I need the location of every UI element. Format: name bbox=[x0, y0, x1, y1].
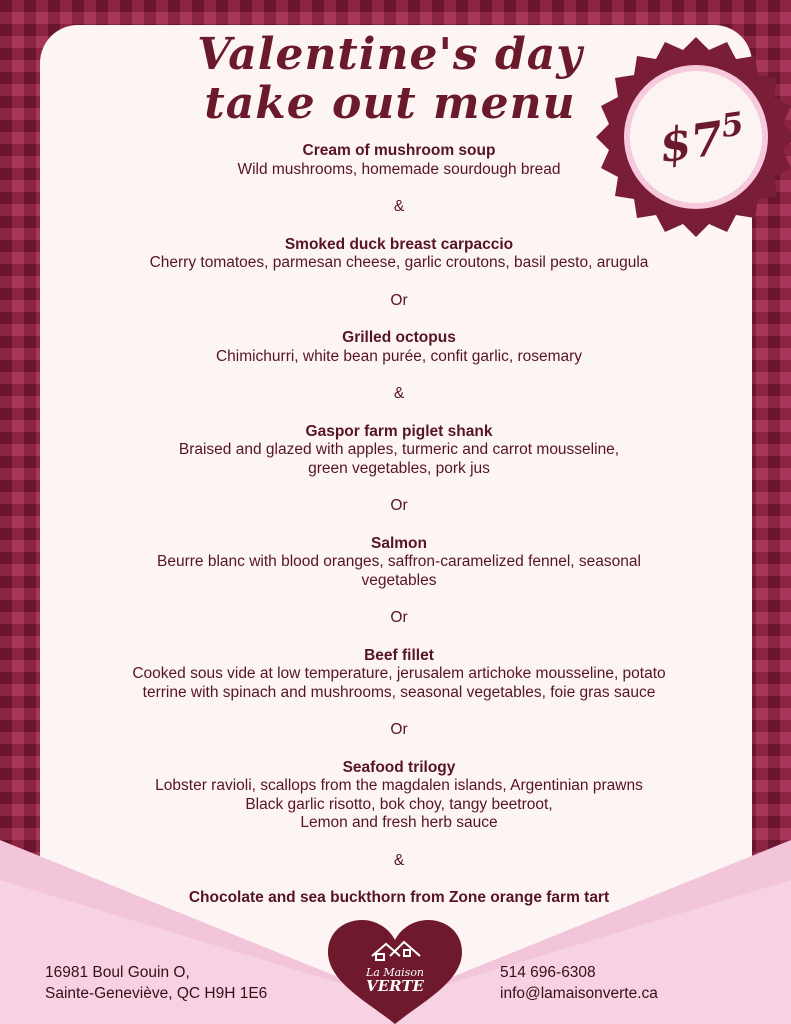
contact-block bbox=[500, 962, 658, 1004]
menu-list bbox=[60, 142, 738, 908]
course-soup bbox=[60, 142, 738, 179]
dish-description: Cooked sous vide at low temperature, jerusalem artichoke mousseline, potato bbox=[132, 665, 666, 682]
dish-description: green vegetables, pork jus bbox=[308, 459, 490, 477]
address-line-1: 16981 Boul Gouin O, bbox=[45, 964, 190, 981]
course-salmon bbox=[60, 535, 738, 591]
email-address: info@lamaisonverte.ca bbox=[500, 985, 658, 1002]
dish-description: terrine with spinach and mushrooms, seasonal vegetables, foie gras sauce bbox=[142, 683, 656, 701]
phone-number: 514 696-6308 bbox=[500, 964, 596, 981]
course-octopus bbox=[60, 329, 738, 366]
course-beef bbox=[60, 647, 738, 703]
dish-name: Smoked duck breast carpaccio bbox=[284, 235, 514, 253]
course-seafood bbox=[60, 759, 738, 833]
course-duck bbox=[60, 236, 738, 273]
dish-description: Chimichurri, white bean purée, confit garlic, rosemary bbox=[215, 347, 583, 365]
title-line-2: take out menu bbox=[204, 78, 576, 129]
dish-name: Salmon bbox=[371, 534, 427, 552]
dish-name: Gaspor farm piglet shank bbox=[305, 422, 493, 440]
separator: Or bbox=[390, 721, 408, 738]
separator: & bbox=[393, 385, 405, 402]
dish-description: Lemon and fresh herb sauce bbox=[300, 814, 498, 831]
dish-name: Cream of mushroom soup bbox=[302, 142, 496, 159]
dish-name: Seafood trilogy bbox=[342, 758, 456, 776]
logo-heart bbox=[328, 920, 462, 1024]
dish-description: Wild mushrooms, homemade sourdough bread bbox=[237, 160, 561, 178]
dish-description: vegetables bbox=[361, 571, 437, 589]
price-label: $\$7^5$ bbox=[655, 104, 747, 174]
dish-description: Lobster ravioli, scallops from the magdalen islands, Argentinian prawns bbox=[155, 777, 643, 794]
address-line-2: Sainte-Geneviève, QC H9H 1E6 bbox=[45, 985, 268, 1002]
separator: Or bbox=[390, 609, 408, 626]
separator: & bbox=[393, 198, 405, 215]
separator: Or bbox=[390, 291, 408, 309]
title-line-1: Valentine's day bbox=[197, 29, 583, 80]
logo-text-2: VERTE bbox=[366, 977, 424, 995]
address-block bbox=[45, 962, 267, 1004]
dish-description: Beurre blanc with blood oranges, saffron-caramelized fennel, seasonal bbox=[157, 553, 641, 570]
course-dessert bbox=[60, 889, 738, 908]
dish-name: Grilled octopus bbox=[342, 329, 456, 346]
dish-name: Beef fillet bbox=[364, 646, 434, 664]
separator: Or bbox=[390, 497, 408, 514]
dish-description: Cherry tomatoes, parmesan cheese, garlic croutons, basil pesto, arugula bbox=[149, 254, 649, 271]
dish-name: Chocolate and sea buckthorn from Zone orange farm tart bbox=[188, 889, 610, 906]
course-piglet bbox=[60, 423, 738, 479]
dish-description: Black garlic risotto, bok choy, tangy beetroot, bbox=[245, 795, 553, 813]
separator: & bbox=[393, 851, 405, 869]
dish-description: Braised and glazed with apples, turmeric and carrot mousseline, bbox=[178, 441, 620, 458]
logo-text-1: La Maison bbox=[365, 966, 425, 979]
